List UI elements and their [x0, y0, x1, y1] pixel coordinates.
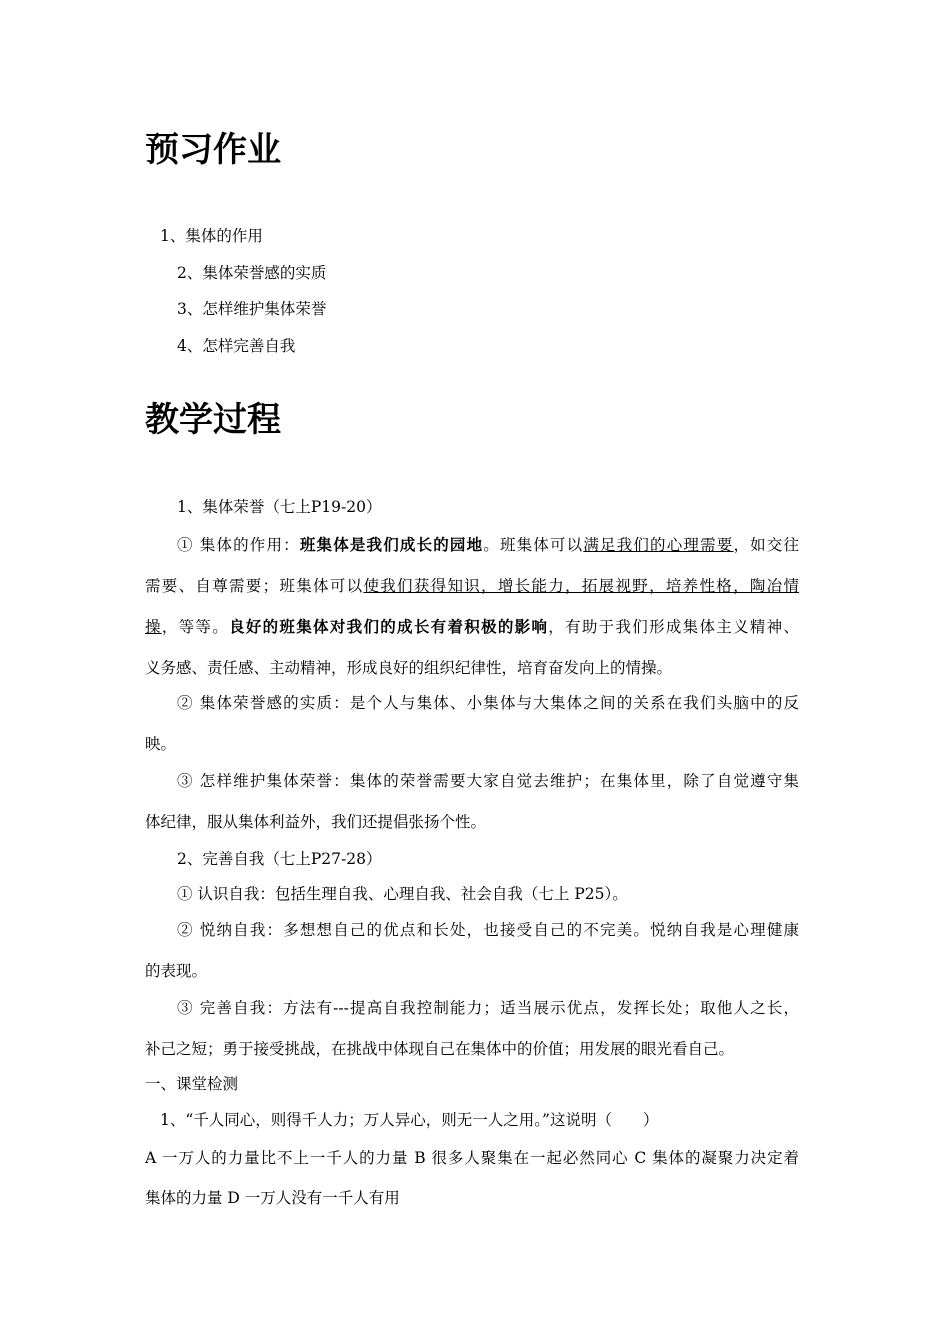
preview-item-3: 3、怎样维护集体荣誉 — [177, 300, 327, 318]
section-1-title: 1、集体荣誉（七上P19-20） — [177, 498, 382, 516]
quiz-options-line-1: A 一万人的力量比不上一千人的力量 B 很多人聚集在一起必然同心 C 集体的凝聚力决定着 — [145, 1149, 799, 1167]
paragraph-6-line-1: ③ 完善自我：方法有---提高自我控制能力；适当展示优点，发挥长处；取他人之长， — [177, 999, 799, 1017]
preview-item-2: 2、集体荣誉感的实质 — [177, 264, 327, 282]
paragraph-1-line-2: 需要、自尊需要；班集体可以使我们获得知识，增长能力，拓展视野，培养性格，陶冶情 — [145, 577, 799, 595]
paragraph-6-line-2: 补己之短；勇于接受挑战，在挑战中体现自己在集体中的价值；用发展的眼光看自己。 — [145, 1040, 735, 1058]
preview-item-4: 4、怎样完善自我 — [177, 337, 296, 355]
process-heading: 教学过程 — [145, 400, 281, 440]
paragraph-1-line-4: 义务感、责任感、主动精神，形成良好的组织纪律性，培育奋发向上的情操。 — [145, 659, 673, 677]
paragraph-3-line-2: 体纪律，服从集体利益外，我们还提倡张扬个性。 — [145, 813, 487, 831]
paragraph-4: ① 认识自我：包括生理自我、心理自我、社会自我（七上 P25）。 — [177, 885, 628, 903]
paragraph-2-line-2: 映。 — [145, 735, 177, 753]
quiz-question-1: 1、“千人同心，则得千人力；万人异心，则无一人之用。”这说明（ ） — [160, 1111, 659, 1129]
paragraph-1-line-3: 操，等等。良好的班集体对我们的成长有着积极的影响，有助于我们形成集体主义精神、 — [145, 617, 799, 636]
quiz-title: 一、课堂检测 — [145, 1075, 239, 1093]
paragraph-2-line-1: ② 集体荣誉感的实质：是个人与集体、小集体与大集体之间的关系在我们头脑中的反 — [177, 694, 799, 712]
quiz-options-line-2: 集体的力量 D 一万人没有一千人有用 — [145, 1189, 400, 1207]
preview-heading: 预习作业 — [145, 130, 281, 170]
paragraph-3-line-1: ③ 怎样维护集体荣誉：集体的荣誉需要大家自觉去维护；在集体里，除了自觉遵守集 — [177, 772, 799, 790]
paragraph-5-line-2: 的表现。 — [145, 962, 208, 980]
paragraph-1-line-1: ① 集体的作用：班集体是我们成长的园地。班集体可以满足我们的心理需要，如交往 — [177, 535, 799, 554]
paragraph-5-line-1: ② 悦纳自我：多想想自己的优点和长处，也接受自己的不完美。悦纳自我是心理健康 — [177, 921, 799, 939]
section-2-title: 2、完善自我（七上P27-28） — [177, 850, 382, 868]
preview-item-1: 1、集体的作用 — [160, 227, 263, 245]
